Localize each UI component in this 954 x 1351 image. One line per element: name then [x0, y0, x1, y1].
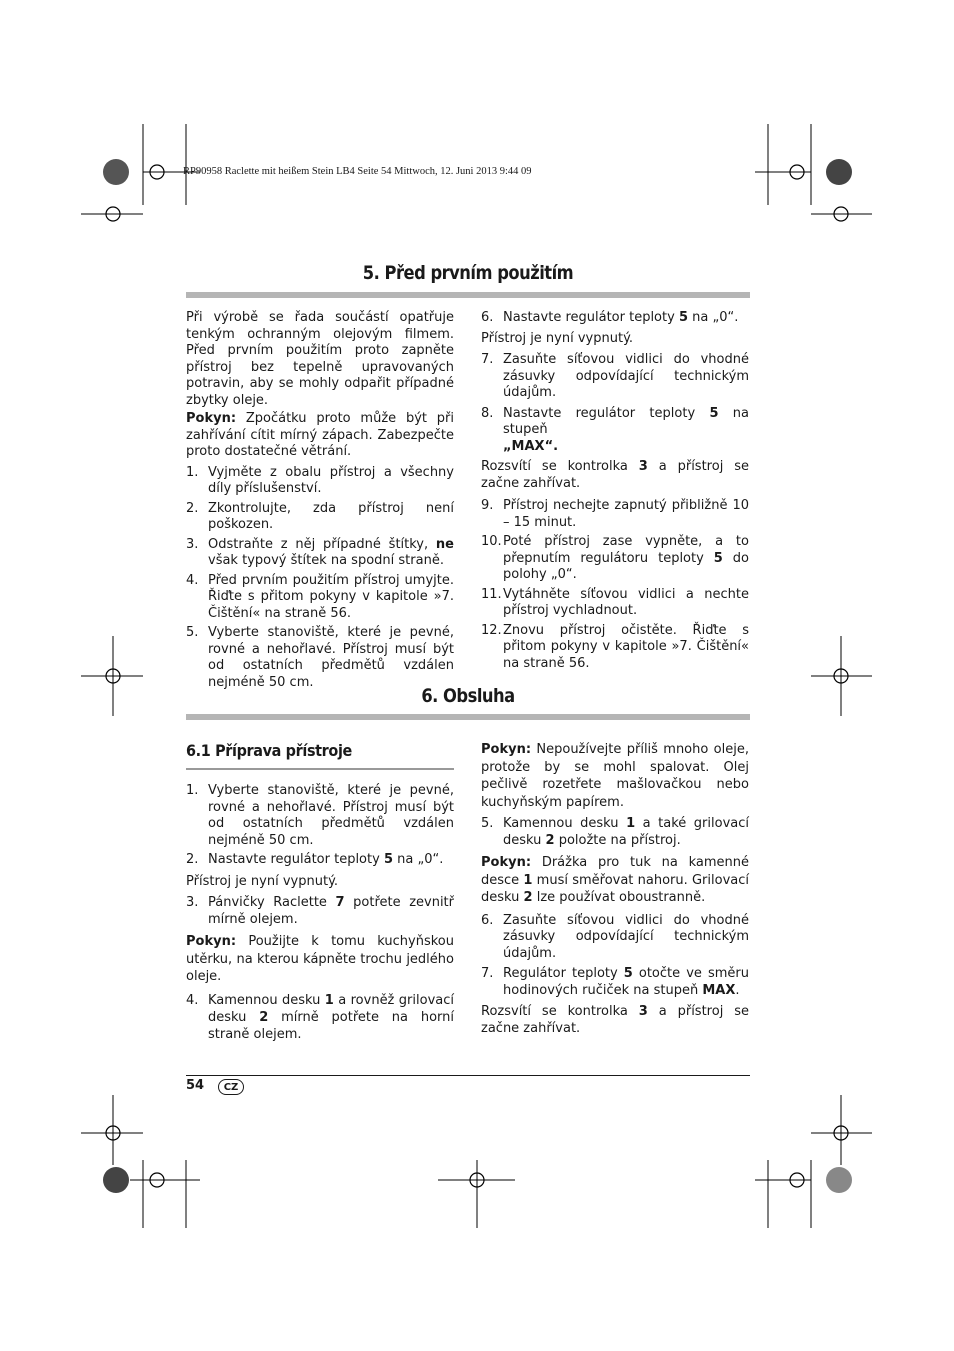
step-subtext: Rozsvítí se kontrolka 3 a přístroj se začne zahřívat.: [481, 459, 749, 491]
list-item: 4. Kamennou desku 1 a rovněž grilovací desku 2 mírně potřete na horní straně olejem.: [186, 992, 454, 1042]
section-6-right-column: [481, 741, 749, 1037]
list-item: 2. Nastavte regulátor teploty 5 na „0“.: [186, 852, 444, 867]
step-subtext: Přístroj je nyní vypnutý.: [481, 330, 634, 346]
section-6-title: 6. Obsluha: [421, 685, 515, 707]
list-item: 5. Kamennou desku 1 a také grilovací desku 2 položte na přístroj.: [481, 816, 749, 848]
list-item: 2. Zkontrolujte, zda přístroj není poškozen.: [186, 500, 454, 532]
list-item: 1. Vyjměte z obalu přístroj a všechny díly příslušenství.: [186, 464, 454, 496]
intro-paragraph: Při výrobě se řada součástí opatřuje tenkým ochranným olejovým filmem. Před prvním použitím proto zapněte přístroj bez tepelně upravovaných potravin, aby se mohly odpařit případné zbytky oleje.: [186, 310, 454, 408]
section-5-left-column: [186, 310, 454, 691]
section-5-right-column: [481, 310, 749, 672]
list-item: 1. Vyberte stanoviště, které je pevné, rovné a nehořlavé. Přístroj musí být od ostatních předmětů vzdálen nejméně 50 cm.: [186, 783, 454, 848]
list-item: 10. Poté přístroj zase vypněte, a to přepnutím regulátoru teploty 5 do polohy „0“.: [481, 534, 749, 582]
section-6-rule: [186, 714, 750, 720]
section-6-left-column: [186, 783, 454, 1043]
list-item: 6. Nastavte regulátor teploty 5 na „0“.: [481, 310, 739, 325]
list-item: 4. Před prvním použitím přístroj umyjte. Řiďte s přitom pokyny v kapitole »7. Čištění« na straně 56.: [186, 572, 454, 621]
section-5-rule: [186, 292, 750, 298]
list-item: 9. Přístroj nechejte zapnutý přibližně 10 – 15 minut.: [481, 498, 749, 530]
list-item: 7. Zasuňte síťovou vidlici do vhodné zásuvky odpovídající technickým údajům.: [481, 352, 749, 400]
language-badge: CZ: [218, 1079, 244, 1095]
step-subtext: Rozsvítí se kontrolka 3 a přístroj se začne zahřívat.: [481, 1004, 749, 1036]
step-note: Pokyn: Použijte k tomu kuchyňskou utěrku, na kterou kápněte trochu jedlého oleje.: [186, 934, 454, 984]
step-note: Pokyn: Nepoužívejte příliš mnoho oleje, protože by se mohl spalovat. Olej pečlivě rozetřete mašlovačkou nebo kuchyňským papírem.: [481, 742, 749, 810]
list-item: 12. Znovu přístroj očistěte. Řiďte s přitom pokyny v kapitole »7. Čištění« na straně 56.: [481, 622, 749, 671]
list-item: 3. Pánvičky Raclette 7 potřete zevnitř mírně olejem.: [186, 895, 454, 927]
list-item: 11. Vytáhněte síťovou vidlici a nechte přístroj vychladnout.: [481, 586, 749, 618]
note-text: Zpočátku proto může být při zahřívání cítit mírný zápach. Zabezpečte proto dostatečné větrání.: [186, 411, 454, 459]
section-5-title: 5. Před prvním použitím: [362, 262, 574, 284]
list-item: 7. Regulátor teploty 5 otočte ve směru hodinových ručiček na stupeň MAX.: [481, 966, 749, 998]
footer-rule: [186, 1075, 750, 1076]
list-item: 5. Vyberte stanoviště, které je pevné, rovné a nehořlavé. Přístroj musí být od ostatních předmětů vzdálen nejméně 50 cm.: [186, 625, 454, 690]
list-item: 8. Nastavte regulátor teploty 5 na stupeň „MAX“.: [481, 405, 749, 454]
step-subtext: Přístroj je nyní vypnutý.: [186, 873, 339, 889]
print-header: RP90958 Raclette mit heißem Stein LB4 Seite 54 Mittwoch, 12. Juni 2013 9:44 09: [183, 166, 532, 177]
subsection-title: 6.1 Příprava přístroje: [186, 741, 352, 760]
step-note: Pokyn: Drážka pro tuk na kamenné desce 1 musí směřovat nahoru. Grilovací desku 2 lze používat oboustranně.: [481, 855, 749, 905]
note-paragraph: [186, 411, 454, 461]
page-number: 54: [186, 1078, 205, 1093]
subsection-rule: [186, 768, 454, 770]
note-label: Pokyn:: [186, 411, 237, 426]
list-item: 6. Zasuňte síťovou vidlici do vhodné zásuvky odpovídající technickým údajům.: [481, 912, 749, 961]
list-item: 3. Odstraňte z něj případné štítky, ne však typový štítek na spodní straně.: [186, 536, 454, 568]
